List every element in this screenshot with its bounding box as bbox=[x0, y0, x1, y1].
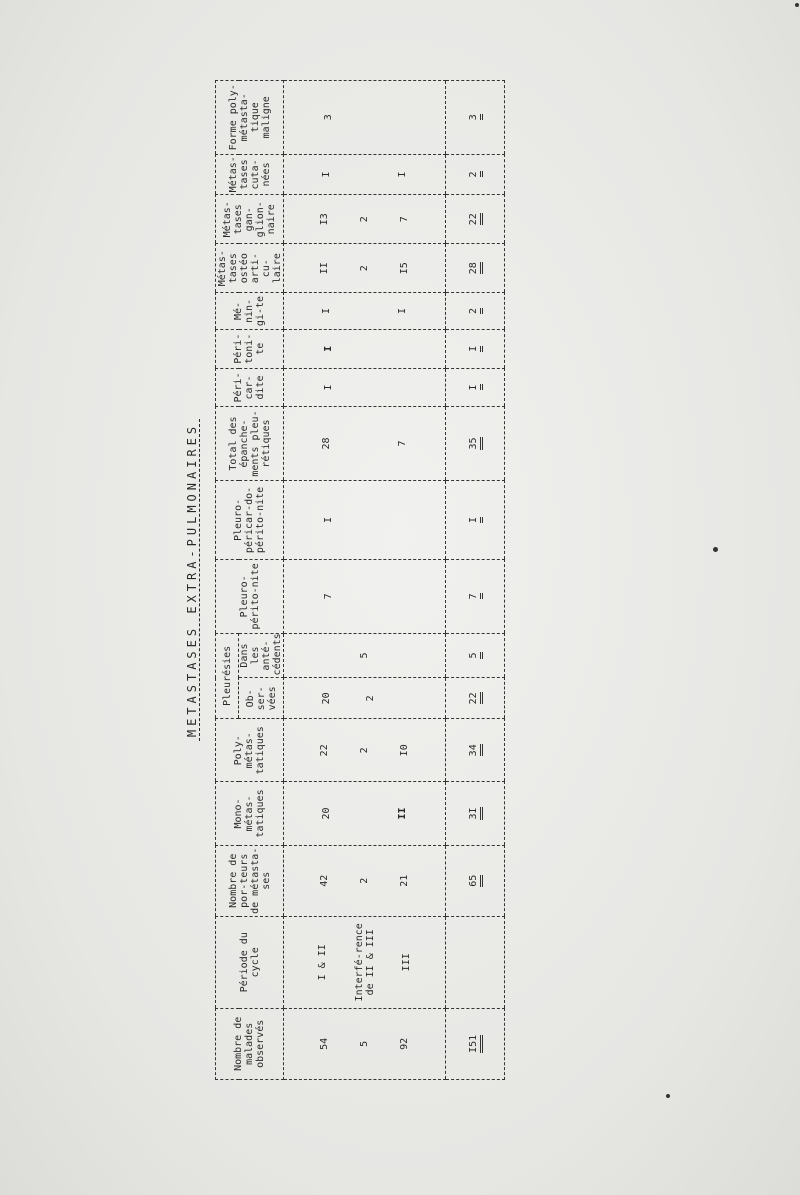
header-peritonite: Péri-toni-te bbox=[216, 329, 284, 368]
header-porteurs: Nombre de por-teurs de métasta-ses bbox=[216, 845, 284, 916]
cell-cutanees: I I bbox=[284, 154, 446, 195]
header-osteo: Métas-tases ostéo arti-cu-laire bbox=[216, 244, 284, 293]
total-poly: 34 bbox=[446, 719, 505, 782]
total-observees: 22 bbox=[446, 678, 505, 719]
total-malades: I51 bbox=[446, 1008, 505, 1079]
metastases-table bbox=[215, 80, 505, 1080]
table-title bbox=[185, 80, 205, 1080]
header-pleuro-peritonite: Pleuro-périto-nite bbox=[216, 560, 284, 633]
total-mono: 3I bbox=[446, 782, 505, 845]
total-epanchements: 35 bbox=[446, 407, 505, 480]
cell-total-epanchements: 28 7 bbox=[284, 407, 446, 480]
cell-malades: 54 5 92 bbox=[284, 1008, 446, 1079]
cell-peritonite: I bbox=[284, 329, 446, 368]
total-osteo: 28 bbox=[446, 244, 505, 293]
header-ganglion: Métas-tases gan-glion-naire bbox=[216, 195, 284, 244]
cell-mono: 20 II bbox=[284, 782, 446, 845]
header-forme-maligne: Forme poly-métasta-tique maligne bbox=[216, 81, 284, 155]
header-periode: Période du cycle bbox=[216, 916, 284, 1008]
total-pleuro-peritonite: 7 bbox=[446, 560, 505, 633]
header-total-epanchements: Total des épanche-ments pleu-rétiques bbox=[216, 407, 284, 480]
cell-periode: I & II Interfé-rence de II & III III bbox=[284, 916, 446, 1008]
cell-porteurs: 42 2 21 bbox=[284, 845, 446, 916]
total-antecedents: 5 bbox=[446, 633, 505, 678]
header-poly: Poly-métas-tatiques bbox=[216, 719, 284, 782]
header-pericardite: Péri-car-dite bbox=[216, 368, 284, 407]
header-observees: Ob-ser-vées bbox=[239, 678, 284, 719]
total-porteurs: 65 bbox=[446, 845, 505, 916]
title-text: METASTASES EXTRA-PULMONAIRES bbox=[185, 419, 200, 741]
ink-speck bbox=[795, 3, 799, 7]
total-peritonite: I bbox=[446, 329, 505, 368]
total-forme-maligne: 3 bbox=[446, 81, 505, 155]
cell-pericardite: I bbox=[284, 368, 446, 407]
total-cutanees: 2 bbox=[446, 154, 505, 195]
header-malades: Nombre de malades observés bbox=[216, 1008, 284, 1079]
cell-observees: 20 2 bbox=[284, 678, 446, 719]
total-ganglion: 22 bbox=[446, 195, 505, 244]
cell-osteo: II 2 I5 bbox=[284, 244, 446, 293]
cell-meningite: I I bbox=[284, 293, 446, 330]
header-meningite: Mé-nin-gi-te bbox=[216, 293, 284, 330]
header-antecedents: Dans les anté-cédents bbox=[239, 633, 284, 678]
total-periode bbox=[446, 916, 505, 1008]
header-cutanees: Métas-tases cuta-nées bbox=[216, 154, 284, 195]
header-mono: Mono-métas-tatiques bbox=[216, 782, 284, 845]
total-pericardite: I bbox=[446, 368, 505, 407]
total-meningite: 2 bbox=[446, 293, 505, 330]
cell-pleuro-pericardo: I bbox=[284, 480, 446, 560]
cell-ganglion: I3 2 7 bbox=[284, 195, 446, 244]
rotated-document bbox=[185, 80, 515, 1080]
header-pleuro-pericardo: Pleuro-péricar-do-périto-nite bbox=[216, 480, 284, 560]
ink-speck bbox=[666, 1094, 670, 1098]
cell-forme-maligne: 3 bbox=[284, 81, 446, 155]
cell-pleuro-peritonite: 7 bbox=[284, 560, 446, 633]
cell-antecedents: 5 bbox=[284, 633, 446, 678]
header-pleuresies: Pleurésies bbox=[216, 633, 239, 719]
cell-poly: 22 2 I0 bbox=[284, 719, 446, 782]
total-pleuro-pericardo: I bbox=[446, 480, 505, 560]
ink-speck bbox=[713, 547, 718, 552]
